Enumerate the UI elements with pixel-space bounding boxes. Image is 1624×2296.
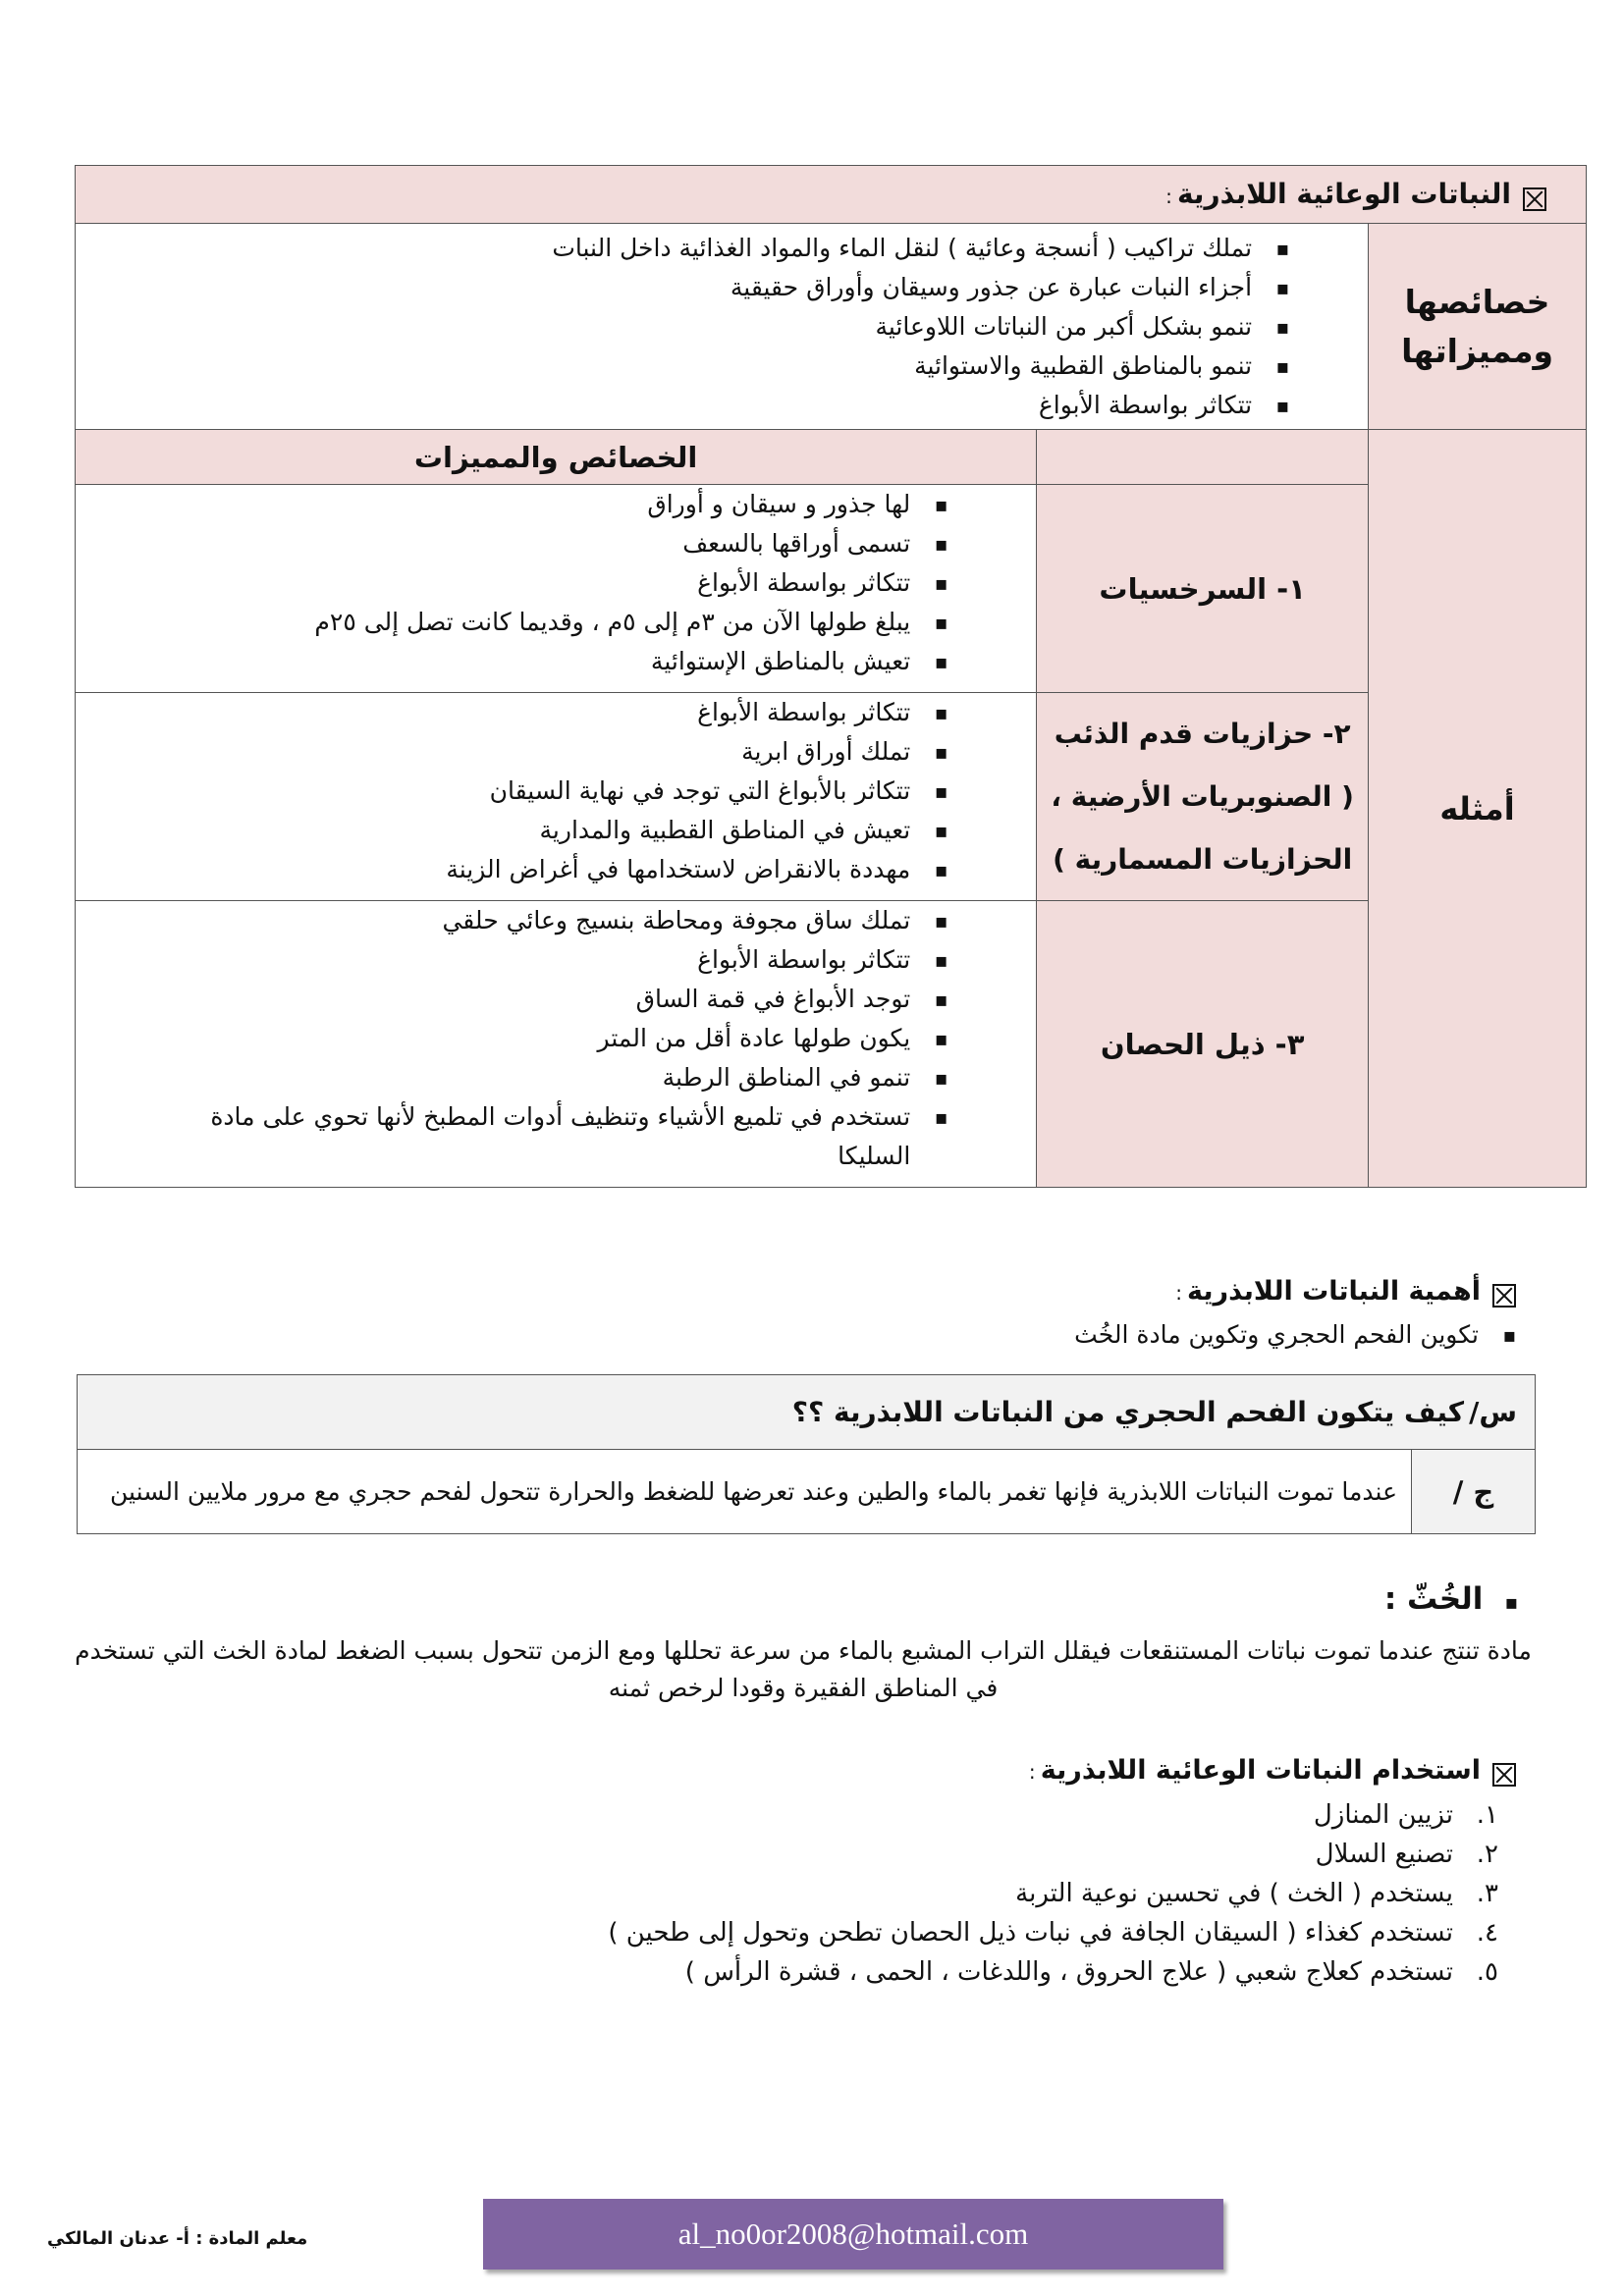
uses-section (240, 1749, 1516, 1992)
trait-item: ▪ تملك ساق مجوفة ومحاطة بنسيج وعائي حلقي (135, 901, 947, 940)
example-name-cell (1037, 693, 1369, 901)
feature-item: ▪ أجزاء النبات عبارة عن جذور وسيقان وأوراق حقيقية (76, 268, 1289, 307)
example-traits-cell (76, 485, 1037, 693)
trait-item: ▪ تعيش بالمناطق الإستوائية (76, 642, 947, 681)
trait-item: ▪ توجد الأبواغ في قمة الساق (135, 980, 947, 1019)
trait-item: ▪ تملك أوراق ابرية (76, 732, 947, 772)
bullet-icon: ▪ (1504, 1590, 1518, 1614)
answer-prefix-cell (1412, 1450, 1536, 1534)
peat-text: مادة تنتج عندما تموت نباتات المستنقعات فيقلل التراب المشبع بالماء من سرعة تحللها ومع الزمن تتحول بسبب الضغط لمادة الخث التي تستخدم في المناطق الفقيرة وقودا لرخص ثمنه (75, 1636, 1532, 1702)
feature-item: ▪ تملك تراكيب ( أنسجة وعائية ) لنقل الماء والمواد الغذائية داخل النبات (76, 229, 1289, 268)
feature-item: ▪ تنمو بشكل أكبر من النباتات اللاوعائية (76, 307, 1289, 347)
uses-item-text: تستخدم كعلاج شعبي ( علاج الحروق ، واللدغات ، الحمى ، قشرة الرأس ) (684, 1957, 1453, 1987)
feature-item: ▪ تنمو بالمناطق القطبية والاستوائية (76, 347, 1289, 386)
answer-prefix: ج / (1452, 1474, 1494, 1509)
trait-item: ▪ تعيش في المناطق القطبية والمدارية (76, 811, 947, 850)
importance-item: ▪ تكوين الفحم الحجري وتكوين مادة الخُث (141, 1315, 1516, 1355)
trait-item: ▪ تتكاثر بواسطة الأبواغ (135, 940, 947, 980)
features-label-cell (1369, 224, 1587, 430)
question-prefix: س/ (1469, 1396, 1517, 1428)
uses-item (240, 1952, 1498, 1992)
qa-table (77, 1374, 1536, 1534)
example-name: ٣- ذيل الحصان (1100, 1027, 1305, 1061)
uses-item (240, 1913, 1498, 1952)
trait-item: ▪ تستخدم في تلميع الأشياء وتنظيف أدوات المطبخ لأنها تحوي على مادة السليكا (135, 1097, 947, 1176)
example-name-cell (1037, 485, 1369, 693)
subheader-cell (76, 430, 1037, 485)
features-label-line2: ومميزاتها (1401, 331, 1554, 370)
table-header-colon: : (1165, 185, 1172, 209)
examples-label-cell (1369, 430, 1587, 1188)
trait-item: ▪ تتكاثر بواسطة الأبواغ (76, 693, 947, 732)
uses-item-text: تزيين المنازل (1313, 1800, 1453, 1830)
plants-table (75, 165, 1587, 1188)
trait-item: ▪ يكون طولها عادة أقل من المتر (135, 1019, 947, 1058)
importance-colon: : (1175, 1281, 1182, 1305)
example-traits-cell (76, 693, 1037, 901)
table-header-title: النباتات الوعائية اللابذرية (1176, 178, 1511, 211)
features-label-line1: خصائصها (1404, 282, 1550, 321)
importance-title-row (141, 1271, 1516, 1315)
example-name: ١- السرخسيات (1099, 571, 1306, 606)
checkbox-icon (1492, 1284, 1516, 1308)
uses-colon: : (1028, 1760, 1036, 1784)
uses-item-number: ٣. (1476, 1879, 1498, 1908)
peat-title-row (67, 1575, 1540, 1629)
uses-item-number: ٢. (1476, 1840, 1498, 1869)
examples-label: أمثله (1439, 789, 1515, 828)
question-row (78, 1375, 1536, 1450)
table-header (76, 166, 1587, 224)
trait-item: ▪ تتكاثر بواسطة الأبواغ (76, 563, 947, 603)
checkbox-icon (1523, 187, 1546, 211)
uses-list (240, 1795, 1516, 1992)
answer-text: عندما تموت النباتات اللابذرية فإنها تغمر بالماء والطين وعند تعرضها للضغط والحرارة تتحول لفحم حجري مع مرور ملايين السنين (110, 1476, 1397, 1506)
subheader-empty-cell (1037, 430, 1369, 485)
trait-item: ▪ تسمى أوراقها بالسعف (76, 524, 947, 563)
trait-item: ▪ تتكاثر بالأبواغ التي توجد في نهاية السيقان (76, 772, 947, 811)
teacher-name: معلم المادة : أ- عدنان المالكي (47, 2228, 308, 2249)
trait-item: ▪ مهددة بالانقراض لاستخدامها في أغراض الزينة (76, 850, 947, 889)
subheader-title: الخصائص والمميزات (413, 440, 698, 474)
example-name-cell (1037, 901, 1369, 1188)
peat-title: الخُثّ : (1383, 1581, 1484, 1617)
footer-email[interactable]: al_no0or2008@hotmail.com (677, 2216, 1029, 2251)
uses-title-row (240, 1749, 1516, 1795)
trait-item: ▪ لها جذور و سيقان و أوراق (76, 485, 947, 524)
trait-item: ▪ يبلغ طولها الآن من ٣م إلى ٥م ، وقديما كانت تصل إلى ٢٥م (76, 603, 947, 642)
checkbox-icon (1492, 1763, 1516, 1787)
uses-item-number: ٤. (1476, 1918, 1498, 1948)
uses-item-number: ٥. (1476, 1957, 1498, 1987)
example-name-line: ( الصنوبريات الأرضية ، (1051, 779, 1354, 813)
uses-item (240, 1874, 1498, 1913)
uses-title: استخدام النباتات الوعائية اللابذرية (1040, 1755, 1481, 1786)
answer-cell (78, 1450, 1412, 1534)
uses-item-number: ١. (1476, 1800, 1498, 1830)
features-cell (76, 224, 1369, 430)
importance-section (141, 1271, 1516, 1355)
uses-item-text: يستخدم ( الخث ) في تحسين نوعية التربة (1015, 1879, 1453, 1908)
example-name: ٢- حزازيات قدم الذئب (1054, 717, 1351, 750)
uses-item (240, 1835, 1498, 1874)
feature-item: ▪ تتكاثر بواسطة الأبواغ (76, 386, 1289, 425)
importance-title: أهمية النباتات اللابذرية (1187, 1276, 1481, 1307)
example-name-line: الحزازيات المسمارية ) (1053, 842, 1353, 876)
example-traits-cell (76, 901, 1037, 1188)
question-text: كيف يتكون الفحم الحجري من النباتات اللابذرية ؟؟ (791, 1396, 1465, 1428)
uses-item-text: تستخدم كغذاء ( السيقان الجافة في نبات ذيل الحصان تطحن وتحول إلى طحين ) (608, 1918, 1453, 1948)
trait-item: ▪ تنمو في المناطق الرطبة (135, 1058, 947, 1097)
footer-email-banner (483, 2199, 1223, 2269)
uses-item (240, 1795, 1498, 1835)
peat-section (67, 1575, 1540, 1707)
uses-item-text: تصنيع السلال (1315, 1840, 1453, 1869)
